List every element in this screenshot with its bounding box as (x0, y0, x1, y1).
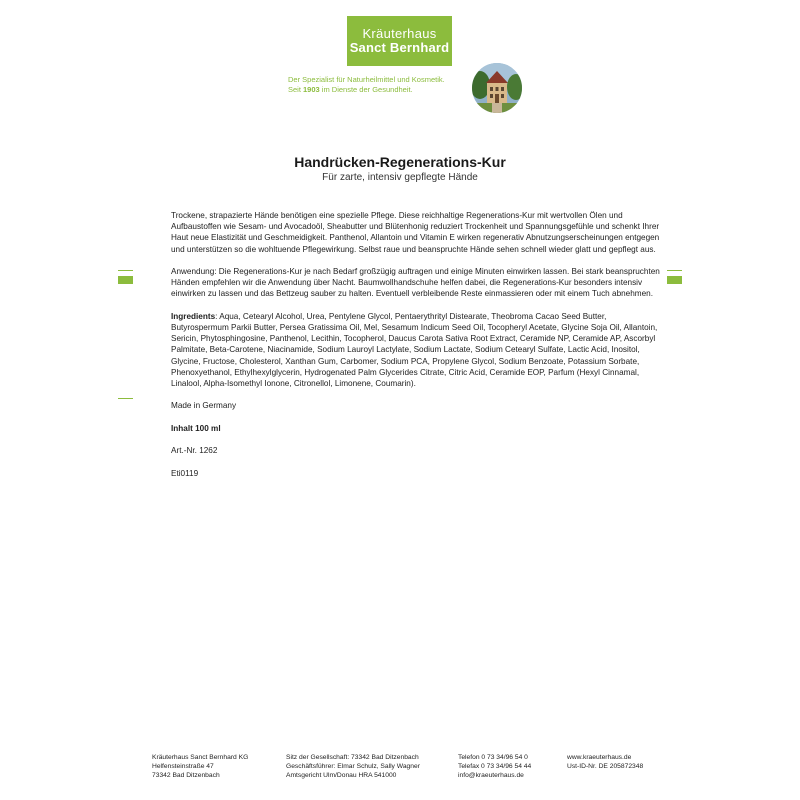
footer-line: Amtsgericht Ulm/Donau HRA 541000 (286, 772, 397, 779)
product-origin: Made in Germany (171, 401, 237, 411)
footer-vat-id: Ust-ID-Nr. DE 205872348 (567, 763, 644, 770)
footer-website: www.kraeuterhaus.de (567, 754, 632, 761)
tagline-year: 1903 (303, 85, 320, 94)
ingredients-text: : Aqua, Cetearyl Alcohol, Urea, Pentylene Glycol, Pentaerythrityl Distearate, Theobroma Cacao Seed Butter, Butyrospermum Parkii Butter, Persea Gratissima Oil, Mel, Sesamum Indicum Seed Oil, Tocopheryl Acetate, Glycine Soja Oil, Allantoin, Sericin, Phytosphingosine, Panthenol, Lecithin, Tocopherol, Daucus Carota Sativa Root Extract, Ceramide NP, Ceramide AP, Ascorbyl Palmitate, Beta-Carotene, Niacinamide, Sodium Lauroyl Lactylate, Sodium Lactate, Sodium Cetearyl Sulfate, Lactic Acid, Inositol, Glycine, Fructose, Cholesterol, Xanthan Gum, Carbomer, Sodium PCA, Propylene Glycol, Sodium Benzoate, Potassium Sorbate, Phenoxyethanol, Ethylhexylglycerin, Hydrogenated Palm Glycerides Citrate, Citric Acid, Ceramide EOP, Parfum (Hexyl Cinnamal, Linalool, Alpha-Isomethyl Ionone, Citronellol, Limonene, Coumarin). (171, 311, 658, 389)
footer-line: Geschäftsführer: Elmar Schulz, Sally Wagner (286, 763, 420, 770)
product-description: Trockene, strapazierte Hände benötigen eine spezielle Pflege. Diese reichhaltige Regenerations-Kur mit wertvollen Ölen und Aufbaustoffen wie Sesam- und Avocadoöl, Sheabutter und Blütenhonig reduziert Trockenheit und Spannungsgefühle und schenkt Ihrer Haut neue Elastizität und Geschmeidigkeit. Panthenol, Allantoin und Vitamin E wirken regenerativ Abnutzungserscheinungen entgegen und unterstützen so die wohltuende Pflegewirkung. Selbst raue und beanspruchte Hände sehen schnell wieder glatt und gepflegt aus. (171, 211, 660, 254)
footer-registry (286, 753, 420, 780)
tagline-line2 (288, 85, 468, 95)
product-ingredients (171, 311, 661, 389)
product-article-number: Art.-Nr. 1262 (171, 446, 218, 456)
fold-mark-right-top-line (667, 270, 682, 271)
fold-mark-right-block (667, 276, 682, 284)
fold-mark-left-block (118, 276, 133, 284)
footer-contact (458, 753, 531, 780)
fold-mark-left-bottom-line (118, 398, 133, 399)
brand-tagline (288, 75, 468, 95)
product-content (171, 423, 661, 434)
product-title: Handrücken-Regenerations-Kur (294, 154, 506, 170)
footer-web (567, 753, 643, 771)
product-eti: Eti0119 (171, 468, 199, 478)
product-subtitle: Für zarte, intensiv gepflegte Hände (322, 172, 478, 183)
brand-logo (347, 16, 452, 66)
product-usage: Anwendung: Die Regenerations-Kur je nach Bedarf großzügig auftragen und einige Minuten einwirken lassen. Bei stark beanspruchten Händen empfehlen wir die Anwendung über Nacht. Baumwollhandschuhe helfen dabei, die Regenerations-Kur besonders intensiv einwirken zu lassen und das Bettzeug sauber zu halten. Eventuell verbleibende Reste einmassieren oder mit einem Tuch abnehmen. (171, 267, 660, 299)
footer-company (152, 753, 248, 780)
footer-fax: Telefax 0 73 34/96 54 44 (458, 763, 532, 770)
footer-line: Sitz der Gesellschaft: 73342 Bad Ditzenbach (286, 754, 419, 761)
footer-phone: Telefon 0 73 34/96 54 0 (458, 754, 528, 761)
fold-mark-left-top-line (118, 270, 133, 271)
tagline-line1: Der Spezialist für Naturheilmittel und Kosmetik. (288, 75, 445, 84)
content-amount: Inhalt 100 ml (171, 423, 221, 433)
ingredients-label: Ingredients (171, 311, 216, 321)
footer-email: info@kraeuterhaus.de (458, 772, 524, 779)
tagline-pre: Seit (288, 85, 304, 94)
tagline-post: im Dienste der Gesundheit. (319, 85, 413, 94)
product-body (171, 210, 661, 490)
building-photo (472, 63, 522, 113)
brand-name-line1: Kräuterhaus (362, 26, 437, 41)
brand-name-line2: Sanct Bernhard (349, 40, 450, 55)
footer-line: Helfensteinstraße 47 (152, 763, 214, 770)
footer-line: 73342 Bad Ditzenbach (152, 772, 220, 779)
footer-line: Kräuterhaus Sanct Bernhard KG (152, 754, 249, 761)
